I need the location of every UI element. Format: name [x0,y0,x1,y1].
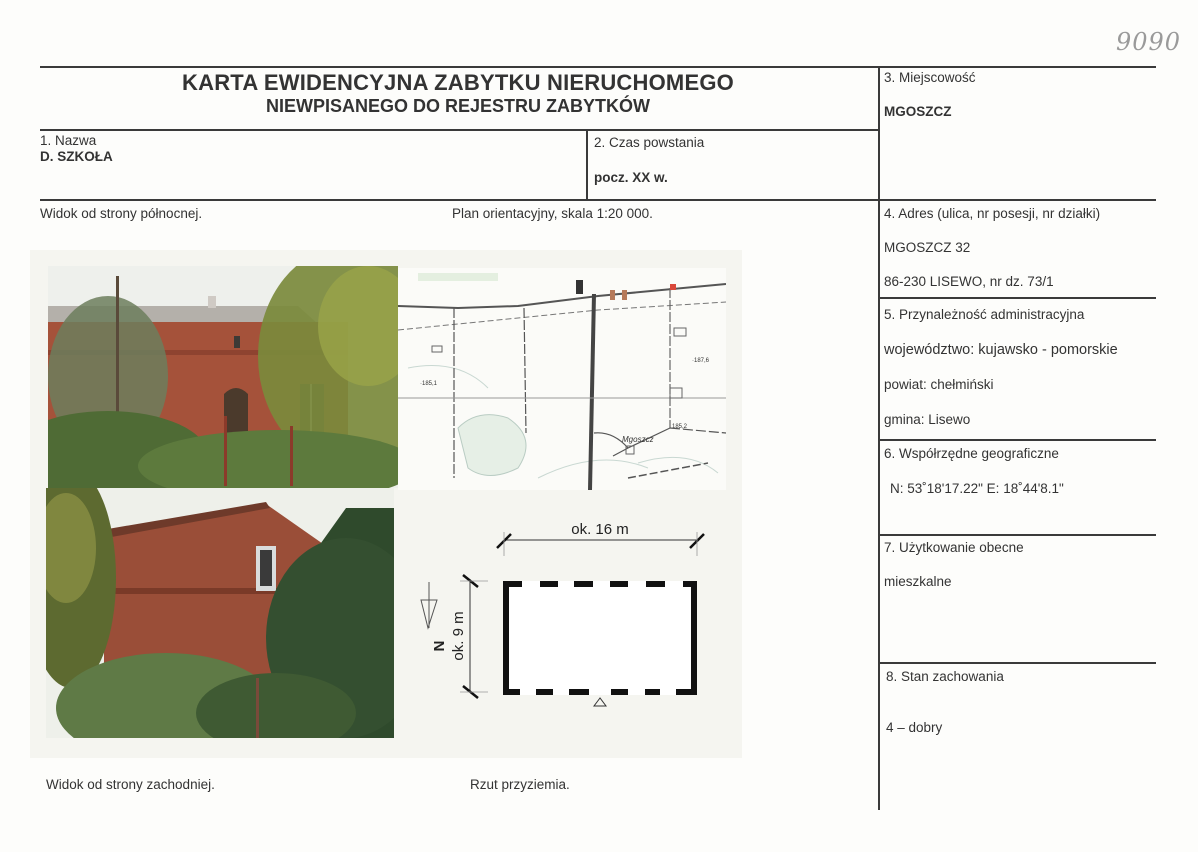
document-subtitle: NIEWPISANEGO DO REJESTRU ZABYTKÓW [265,96,651,116]
admin-county: powiat: chełmiński [884,377,994,392]
map-elevation-3: 185,2 [672,424,688,430]
coords-value: N: 53˚18'17.22" E: 18˚44'8.1" [890,481,1064,496]
address-label: 4. Adres (ulica, nr posesji, nr działki) [884,206,1101,221]
caption-map: Plan orientacyjny, skala 1:20 000. [452,206,653,221]
floor-plan [400,500,730,730]
north-arrow-label: N [430,640,447,652]
handwritten-number: 9090 [1116,28,1182,56]
map-elevation-2: ·187,6 [692,358,710,364]
name-value: D. SZKOŁA [40,149,113,164]
top-rule [40,66,1156,68]
admin-label: 5. Przynależność administracyjna [884,307,1085,322]
date-value: pocz. XX w. [594,170,668,185]
admin-commune: gmina: Lisewo [884,412,971,427]
photo-west-view [46,488,394,738]
right-column-divider [878,66,880,810]
map-elevation-1: ·185,1 [420,381,438,387]
orientation-map [398,268,726,490]
address-line2: 86-230 LISEWO, nr dz. 73/1 [884,274,1054,289]
header-bottom-rule [40,199,1156,201]
rule-after-coords [880,534,1156,536]
document-title: KARTA EWIDENCYJNA ZABYTKU NIERUCHOMEGO [182,70,734,95]
coords-label: 6. Współrzędne geograficzne [884,446,1059,461]
caption-north-view: Widok od strony północnej. [40,206,203,221]
admin-voivodeship: województwo: kujawsko - pomorskie [884,342,1118,358]
floor-plan-depth-label: ok. 9 m [450,611,467,661]
floor-plan-width-label: ok. 16 m [571,521,629,538]
use-value: mieszkalne [884,574,952,589]
address-line1: MGOSZCZ 32 [884,240,971,255]
rule-after-address [880,297,1156,299]
name-label: 1. Nazwa [40,133,97,148]
photo-north-view [48,266,398,488]
rule-after-admin [880,439,1156,441]
title-bottom-rule [40,129,878,131]
use-label: 7. Użytkowanie obecne [884,540,1024,555]
name-date-divider [586,129,588,200]
condition-label: 8. Stan zachowania [886,669,1004,684]
locality-label: 3. Miejscowość [884,70,976,85]
caption-west-view: Widok od strony zachodniej. [46,777,215,792]
locality-value: MGOSZCZ [884,104,952,119]
date-label: 2. Czas powstania [594,135,705,150]
caption-floor-plan: Rzut przyziemia. [470,777,570,792]
rule-after-use [880,662,1156,664]
condition-value: 4 – dobry [886,720,943,735]
map-village-label: Mgoszcz [622,435,654,444]
